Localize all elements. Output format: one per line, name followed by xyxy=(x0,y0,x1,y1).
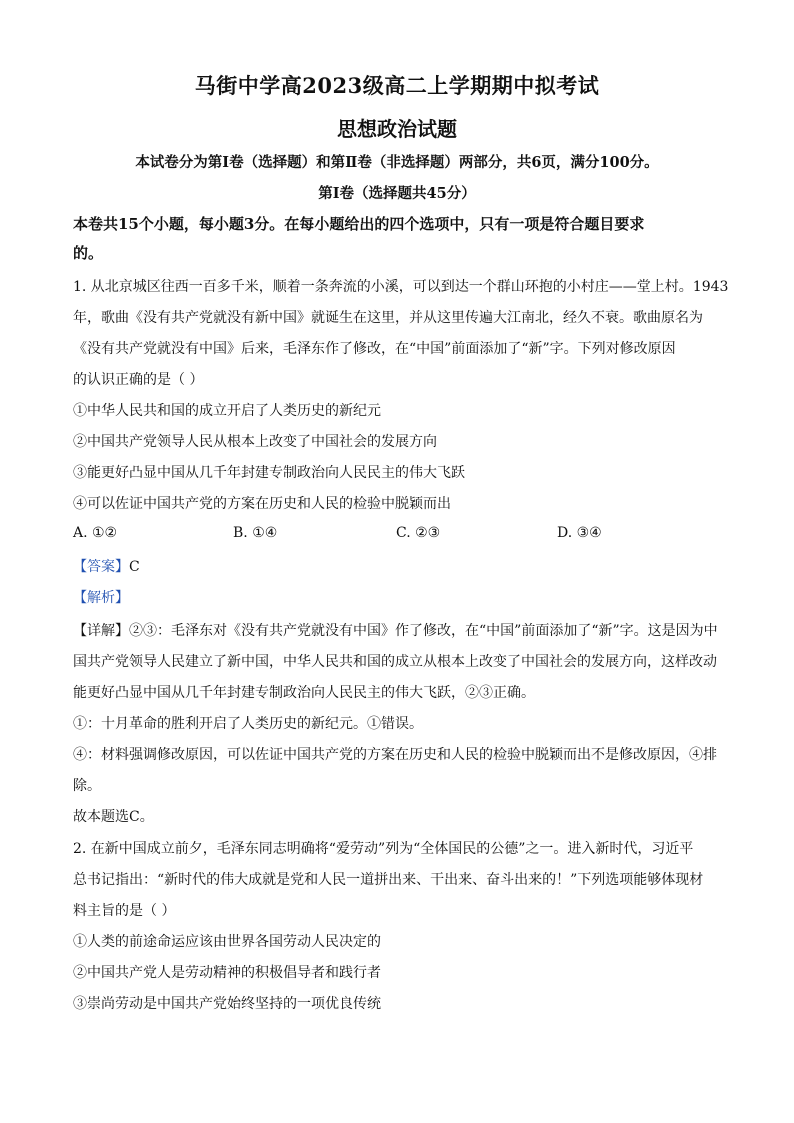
q1-statement-2: ②中国共产党领导人民从根本上改变了中国社会的发展方向 xyxy=(73,434,437,450)
q1-statement-1: ①中华人民共和国的成立开启了人类历史的新纪元 xyxy=(73,403,381,419)
section-title: 第Ⅰ卷（选择题共45分） xyxy=(318,185,476,202)
detail-text-1: ②③：毛泽东对《没有共产党就没有中国》作了修改，在“中国”前面添加了“新”字。这是因为中 xyxy=(129,623,718,639)
q1-stem-line-2: 年，歌曲《没有共产党就没有新中国》就诞生在这里，并从这里传遍大江南北，经久不衰。歌曲原名为 xyxy=(73,310,703,326)
q1-statement-4: ④可以佐证中国共产党的方案在历史和人民的检验中脱颖而出 xyxy=(73,496,451,512)
q1-stem-line-3: 《没有共产党就没有中国》后来，毛泽东作了修改，在“中国”前面添加了“新”字。下列对修改原因 xyxy=(73,341,676,357)
q1-option-a: A. ①② xyxy=(73,525,118,541)
analysis-tag: 【解析】 xyxy=(73,590,129,606)
q1-stem-line-1: 1. 从北京城区往西一百多千米，顺着一条奔流的小溪，可以到达一个群山环抱的小村庄——堂上村。1943 xyxy=(73,279,729,295)
answer-tag: 【答案】 xyxy=(73,559,129,575)
q2-stem-line-1: 2. 在新中国成立前夕，毛泽东同志明确将“爱劳动”列为“全体国民的公德”之一。进入新时代，习近平 xyxy=(73,841,694,857)
q1-statement-3: ③能更好凸显中国从几千年封建专制政治向人民民主的伟大飞跃 xyxy=(73,465,465,481)
q1-option-b: B. ①④ xyxy=(233,525,278,541)
detail-tag: 【详解】 xyxy=(73,623,129,639)
q2-statement-3: ③崇尚劳动是中国共产党始终坚持的一项优良传统 xyxy=(73,996,381,1012)
q1-detail-line-6: 除。 xyxy=(73,778,101,794)
instructions-line-1: 本卷共15个小题，每小题3分。在每小题给出的四个选项中，只有一项是符合题目要求 xyxy=(73,215,645,233)
q2-stem-line-2: 总书记指出：“新时代的伟大成就是党和人民一道拼出来、干出来、奋斗出来的！”下列选项能够体现材 xyxy=(73,872,704,888)
q1-answer xyxy=(73,556,733,576)
q2-stem-line-3: 料主旨的是（ ） xyxy=(73,903,176,919)
q1-conclusion: 故本题选C。 xyxy=(73,809,154,825)
q2-statement-1: ①人类的前途命运应该由世界各国劳动人民决定的 xyxy=(73,934,381,950)
q1-stem-line-4: 的认识正确的是（ ） xyxy=(73,372,204,388)
instructions-line-2: 的。 xyxy=(73,244,104,262)
q1-detail-line-4: ①：十月革命的胜利开启了人类历史的新纪元。①错误。 xyxy=(73,716,423,732)
exam-intro: 本试卷分为第Ⅰ卷（选择题）和第Ⅱ卷（非选择题）两部分，共6页，满分100分。 xyxy=(135,154,659,171)
q1-detail-line-5: ④：材料强调修改原因，可以佐证中国共产党的方案在历史和人民的检验中脱颖而出不是修改原因，④排 xyxy=(73,747,717,763)
q1-detail-line-3: 能更好凸显中国从几千年封建专制政治向人民民主的伟大飞跃，②③正确。 xyxy=(73,685,535,701)
exam-title: 马街中学高2023级高二上学期期中拟考试 xyxy=(194,73,600,98)
q1-option-c: C. ②③ xyxy=(396,525,441,541)
q1-detail-line-2: 国共产党领导人民建立了新中国，中华人民共和国的成立从根本上改变了中国社会的发展方向，这样改动 xyxy=(73,654,717,670)
q1-detail-line-1 xyxy=(73,620,733,640)
q1-option-d: D. ③④ xyxy=(557,525,602,541)
answer-value: C xyxy=(129,559,140,575)
q2-statement-2: ②中国共产党人是劳动精神的积极倡导者和践行者 xyxy=(73,965,381,981)
exam-subject: 思想政治试题 xyxy=(337,117,457,141)
